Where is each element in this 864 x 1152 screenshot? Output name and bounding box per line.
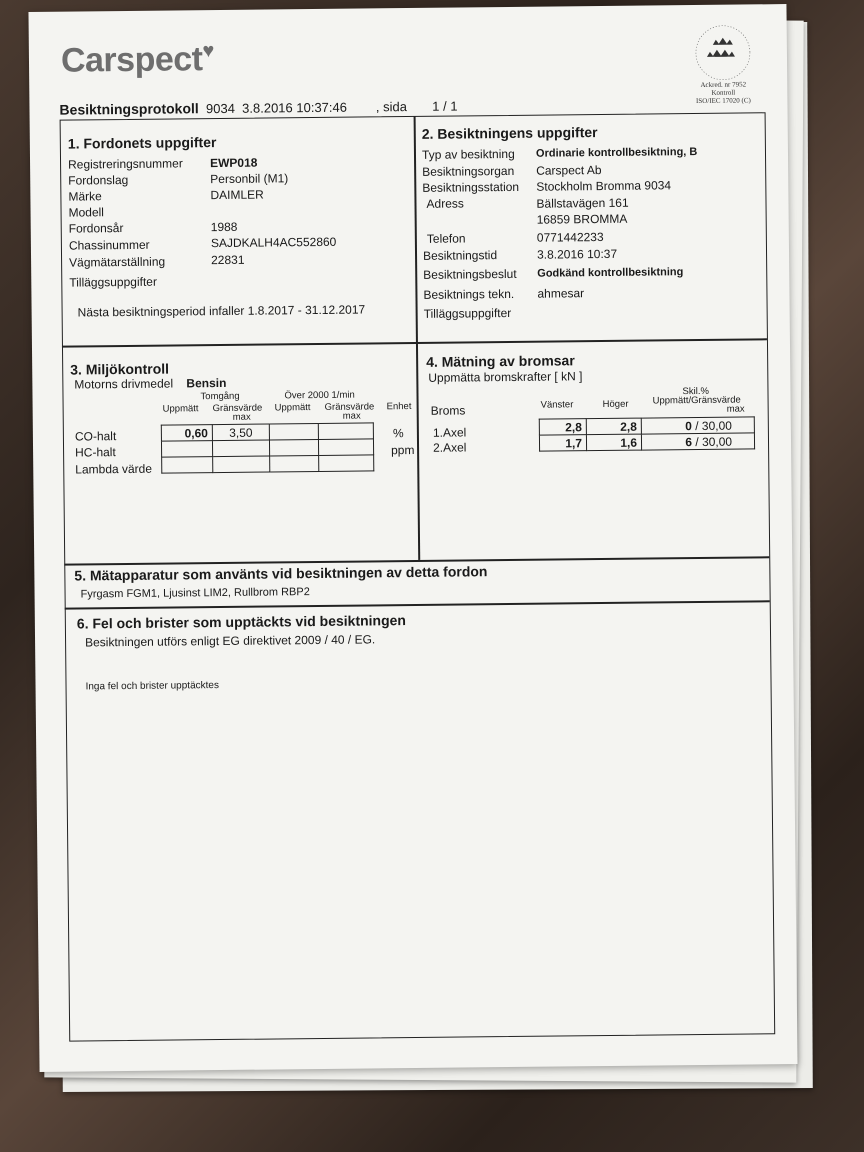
logo-text: Carspect: [60, 40, 203, 80]
next-period-text: Nästa besiktningsperiod infaller 1.8.2017 - 31.12.2017: [77, 302, 366, 320]
co-idle-limit: 3,50: [212, 424, 269, 441]
vehicle-class-label: Fordonslag: [68, 172, 129, 188]
additional-info-2-label: Tilläggsuppgifter: [423, 305, 512, 321]
col-measured-2: Uppmätt: [274, 402, 311, 414]
table-row: [539, 433, 754, 451]
co-over-limit: [318, 423, 373, 440]
axle-1-left: 2,8: [539, 419, 586, 435]
address-line-1: Bällstavägen 161: [536, 195, 629, 211]
lambda-idle-measured: [162, 457, 213, 474]
section-1-title: 1. Fordonets uppgifter: [67, 134, 217, 152]
section-5-title: 5. Mätapparatur som använts vid besiktningen av detta fordon: [74, 563, 488, 584]
carspect-logo: [61, 40, 214, 81]
col-idle: Tomgång: [200, 390, 240, 403]
co-over-measured: [269, 423, 318, 440]
station-value: Stockholm Bromma 9034: [536, 178, 672, 194]
col-limit-1: Gränsvärde: [212, 402, 263, 415]
lambda-label: Lambda värde: [75, 461, 153, 477]
decision-value: Godkänd kontrollbesiktning: [537, 266, 684, 280]
heart-icon: ♥: [202, 40, 214, 63]
seal-line-1: Ackred. nr 7952: [700, 80, 747, 89]
seal-line-3: ISO/IEC 17020 (C): [695, 96, 751, 106]
axle-2-diff-cell: [641, 433, 754, 450]
inspection-time-value: 3.8.2016 10:37: [536, 246, 618, 262]
inspection-type-label: Typ av besiktning: [421, 146, 515, 162]
year-label: Fordonsår: [68, 221, 124, 236]
protocol-number: 9034: [205, 100, 235, 117]
hc-idle-limit: [212, 440, 269, 457]
brake-col-left: Vänster: [540, 399, 574, 411]
section-4-title: 4. Mätning av bromsar: [426, 352, 575, 370]
axle-1-right: 2,8: [586, 418, 641, 435]
year-value: 1988: [210, 219, 238, 235]
protocol-datetime: 3.8.2016 10:37:46: [242, 99, 348, 116]
inspection-protocol-sheet: [28, 4, 797, 1072]
axle-2-limit: / 30,00: [695, 434, 733, 449]
col-max-1: max: [232, 411, 251, 423]
swedac-crowns-icon: [693, 22, 754, 81]
axle-1-diff-cell: [641, 417, 754, 434]
axle-2-diff: 6: [685, 434, 693, 449]
inspection-time-label: Besiktningstid: [422, 248, 498, 263]
fuel-label: Motorns drivmedel: [74, 376, 174, 392]
no-defects-text: Inga fel och brister upptäcktes: [85, 680, 220, 693]
brake-subtitle: Uppmätta bromskrafter [ kN ]: [428, 369, 583, 385]
brake-col-diff-sub: Uppmätt/Gränsvärde: [652, 394, 741, 407]
axle-2-label: 2.Axel: [432, 440, 467, 455]
protocol-title: Besiktningsprotokoll: [59, 100, 199, 118]
chassis-label: Chassinummer: [68, 237, 150, 253]
table-row: [162, 455, 374, 473]
brake-col-max: max: [726, 403, 745, 415]
address-line-2: 16859 BROMMA: [536, 211, 628, 227]
reg-number-label: Registreringsnummer: [67, 156, 183, 172]
hc-idle-measured: [161, 441, 212, 458]
odometer-value: 22831: [211, 252, 245, 268]
co-idle-measured: 0,60: [161, 425, 212, 442]
technician-label: Besiktnings tekn.: [423, 286, 515, 302]
brake-col-right: Höger: [602, 398, 629, 411]
axle-1-limit: / 30,00: [695, 418, 732, 433]
make-label: Märke: [68, 189, 102, 204]
decision-label: Besiktningsbeslut: [423, 266, 517, 282]
make-value: DAIMLER: [210, 187, 264, 203]
lambda-over-measured: [270, 455, 319, 472]
phone-value: 0771442233: [536, 229, 604, 245]
co-unit: %: [392, 426, 404, 441]
hc-over-measured: [269, 439, 318, 456]
axle-1-label: 1.Axel: [432, 425, 467, 440]
hc-label: HC-halt: [75, 445, 116, 460]
section-6-title: 6. Fel och brister som upptäckts vid besiktningen: [76, 612, 407, 632]
inspection-type-value: Ordinarie kontrollbesiktning, B: [535, 146, 698, 160]
swedac-seal: [681, 22, 766, 113]
axle-2-left: 1,7: [539, 435, 586, 451]
model-label: Modell: [68, 205, 105, 220]
seal-line-2: Kontroll: [711, 88, 736, 97]
brake-col-label: Broms: [430, 403, 466, 418]
equipment-text: Fyrgasm FGM1, Ljusinst LIM2, Rullbrom RBP2: [80, 586, 310, 601]
lambda-idle-limit: [213, 456, 270, 473]
col-limit-2: Gränsvärde: [324, 401, 375, 413]
protocol-header: [59, 98, 457, 118]
section-2-title: 2. Besiktningens uppgifter: [421, 124, 598, 142]
inspection-body-label: Besiktningsorgan: [422, 163, 515, 179]
technician-value: ahmesar: [537, 286, 585, 301]
col-over-2000: Över 2000 1/min: [284, 389, 355, 402]
chassis-value: SAJDKALH4AC552860: [210, 234, 337, 251]
axle-1-diff: 0: [685, 418, 692, 433]
station-label: Besiktningsstation: [422, 179, 520, 195]
co-label: CO-halt: [74, 429, 117, 444]
fuel-value: Bensin: [186, 375, 227, 391]
col-max-2: max: [342, 410, 361, 422]
hc-unit: ppm: [391, 442, 415, 458]
brake-table: [539, 416, 755, 451]
address-label: Adress: [426, 196, 464, 211]
additional-info-label: Tilläggsuppgifter: [69, 274, 157, 290]
emissions-table: [161, 422, 375, 473]
odometer-label: Vägmätarställning: [69, 254, 166, 270]
inspection-body-value: Carspect Ab: [536, 163, 602, 178]
phone-label: Telefon: [426, 231, 466, 246]
hc-over-limit: [318, 439, 373, 456]
col-measured-1: Uppmätt: [162, 403, 199, 415]
directive-text: Besiktningen utförs enligt EG direktivet 2009 / 40 / EG.: [85, 632, 376, 650]
lambda-over-limit: [319, 455, 374, 472]
page-value: 1 / 1: [432, 98, 458, 114]
page-label: , sida: [375, 99, 407, 115]
brake-col-diff: Skil.%: [682, 385, 709, 398]
section-3-title: 3. Miljökontroll: [70, 360, 170, 378]
reg-number-value: EWP018: [209, 155, 258, 171]
vehicle-class-value: Personbil (M1): [210, 171, 289, 187]
axle-2-right: 1,6: [586, 434, 641, 451]
col-unit: Enhet: [386, 401, 412, 413]
